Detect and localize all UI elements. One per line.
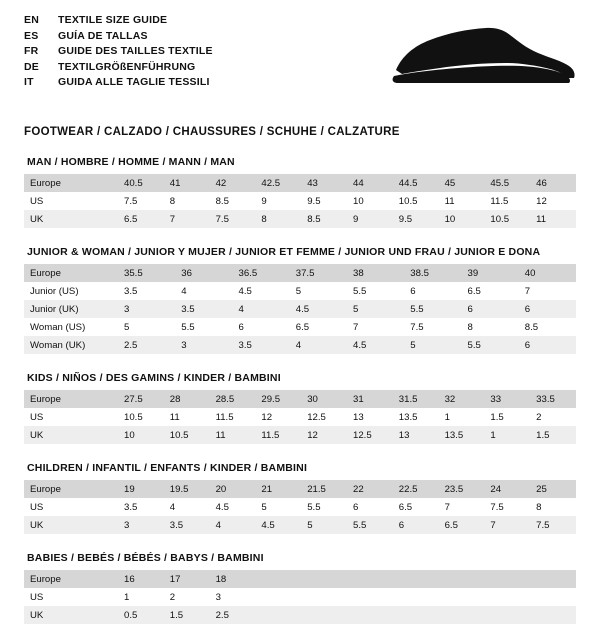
- size-cell: 13: [393, 426, 439, 444]
- row-label: Europe: [24, 174, 118, 192]
- header: [0, 0, 600, 110]
- size-cell: 7: [164, 210, 210, 228]
- dress-shoe-icon: [388, 22, 578, 94]
- language-title: TEXTILE SIZE GUIDE: [58, 14, 168, 26]
- row-label: UK: [24, 426, 118, 444]
- size-cell: 10: [439, 210, 485, 228]
- size-cell: 5.5: [307, 501, 321, 513]
- size-cell: 31: [347, 390, 393, 408]
- table-row: [24, 336, 576, 354]
- row-label: Europe: [24, 390, 118, 408]
- size-cell: 41: [164, 174, 210, 192]
- size-cell: 5: [295, 285, 302, 297]
- spacer-cell: [439, 570, 485, 588]
- language-row: [24, 61, 213, 77]
- language-title: GUIDA ALLE TAGLIE TESSILI: [58, 76, 210, 88]
- size-cell: 4.5: [347, 336, 404, 354]
- language-row: [24, 76, 213, 92]
- size-cell: 5.5: [353, 285, 367, 297]
- language-code: ES: [24, 29, 39, 42]
- table-row: [24, 408, 576, 426]
- size-table-kids: [24, 390, 576, 444]
- size-cell: 3.5: [124, 285, 138, 297]
- size-cell: 16: [118, 570, 164, 588]
- size-cell: 44: [347, 174, 393, 192]
- size-cell: 8: [169, 195, 176, 207]
- size-cell: 10.5: [398, 195, 418, 207]
- spacer-cell: [255, 588, 301, 606]
- row-label: US: [30, 411, 44, 423]
- size-cell: 9.5: [307, 195, 321, 207]
- section-kids: [0, 372, 600, 444]
- row-label: US: [30, 195, 44, 207]
- size-cell: 40: [519, 264, 576, 282]
- spacer-cell: [439, 606, 485, 624]
- size-cell: 11: [169, 411, 180, 423]
- size-cell: 25: [530, 480, 576, 498]
- size-table-junior-woman: [24, 264, 576, 354]
- row-label: Woman (UK): [24, 336, 118, 354]
- spacer-cell: [484, 588, 530, 606]
- size-cell: 3: [118, 300, 175, 318]
- size-table-body: [24, 570, 576, 624]
- spacer-cell: [530, 606, 576, 624]
- table-row: [24, 606, 576, 624]
- size-cell: 7.5: [530, 516, 576, 534]
- size-cell: 39: [462, 264, 519, 282]
- size-cell: 7.5: [210, 210, 256, 228]
- size-cell: 1: [124, 591, 130, 603]
- size-cell: 3: [175, 336, 232, 354]
- size-cell: 10.5: [484, 210, 530, 228]
- size-cell: 4: [210, 516, 256, 534]
- size-cell: 1.5: [490, 411, 504, 423]
- size-cell: 2.5: [210, 606, 256, 624]
- row-label: Europe: [24, 264, 118, 282]
- language-title: GUIDE DES TAILLES TEXTILE: [58, 45, 213, 57]
- row-label: Woman (US): [30, 321, 86, 333]
- spacer-cell: [530, 588, 576, 606]
- size-cell: 11: [444, 195, 455, 207]
- size-cell: 28: [164, 390, 210, 408]
- size-cell: 30: [301, 390, 347, 408]
- spacer-cell: [255, 606, 301, 624]
- spacer-cell: [484, 570, 530, 588]
- size-cell: 7: [444, 501, 450, 513]
- size-cell: 2: [169, 591, 176, 603]
- row-label: Junior (UK): [24, 300, 118, 318]
- size-cell: 42: [210, 174, 256, 192]
- row-label: UK: [24, 210, 118, 228]
- size-cell: 10: [118, 426, 164, 444]
- size-cell: 10: [352, 195, 364, 207]
- size-table-body: [24, 480, 576, 534]
- language-title-list: [24, 14, 213, 92]
- spacer-cell: [393, 606, 439, 624]
- size-cell: 42.5: [255, 174, 301, 192]
- size-cell: 6: [393, 516, 439, 534]
- size-cell: 4: [290, 336, 347, 354]
- spacer-cell: [347, 588, 393, 606]
- size-cell: 11.5: [255, 426, 301, 444]
- size-cell: 6: [519, 336, 576, 354]
- size-cell: 9: [261, 195, 267, 207]
- size-table-body: [24, 264, 576, 354]
- size-cell: 5: [261, 501, 267, 513]
- size-cell: 22.5: [393, 480, 439, 498]
- size-cell: 8: [467, 321, 473, 333]
- size-cell: 6.5: [295, 321, 310, 333]
- spacer-cell: [439, 588, 485, 606]
- size-table-children: [24, 480, 576, 534]
- section-babies: [0, 552, 600, 624]
- section-title-children: CHILDREN / INFANTIL / ENFANTS / KINDER / BAMBINI: [27, 462, 308, 474]
- size-cell: 7: [484, 516, 530, 534]
- row-label: Junior (US): [30, 285, 79, 297]
- size-cell: 33: [484, 390, 530, 408]
- language-code: EN: [24, 14, 39, 26]
- size-cell: 6: [519, 300, 576, 318]
- size-cell: 1: [444, 411, 450, 423]
- size-cell: 11: [210, 426, 256, 444]
- size-table-babies: [24, 570, 576, 624]
- table-row: [24, 390, 576, 408]
- size-cell: 4.5: [215, 501, 229, 513]
- size-cell: 7: [524, 285, 531, 297]
- category-title: FOOTWEAR / CALZADO / CHAUSSURES / SCHUHE / CALZATURE: [24, 126, 400, 138]
- size-cell: 5.5: [404, 300, 461, 318]
- size-cell: 8: [255, 210, 301, 228]
- size-cell: 4.5: [290, 300, 347, 318]
- size-cell: 17: [164, 570, 210, 588]
- size-cell: 5.5: [462, 336, 519, 354]
- size-cell: 2: [536, 411, 542, 423]
- size-cell: 23.5: [439, 480, 485, 498]
- table-row: [24, 210, 576, 228]
- size-cell: 24: [484, 480, 530, 498]
- language-title: GUÍA DE TALLAS: [58, 29, 148, 42]
- size-cell: 46: [530, 174, 576, 192]
- table-row: [24, 318, 576, 336]
- size-cell: 6: [238, 321, 244, 333]
- size-cell: 13: [352, 411, 364, 423]
- size-cell: 3.5: [124, 501, 138, 513]
- size-cell: 6: [410, 285, 416, 297]
- language-code: FR: [24, 45, 39, 57]
- size-cell: 45: [439, 174, 485, 192]
- spacer-cell: [301, 588, 347, 606]
- table-row: [24, 480, 576, 498]
- size-cell: 10.5: [124, 411, 143, 423]
- row-label: US: [30, 501, 44, 513]
- section-title-man: MAN / HOMBRE / HOMME / MANN / MAN: [27, 156, 235, 168]
- size-cell: 32: [439, 390, 485, 408]
- section-title-junior-woman: JUNIOR & WOMAN / JUNIOR Y MUJER / JUNIOR ET FEMME / JUNIOR UND FRAU / JUNIOR E DONA: [27, 246, 541, 258]
- spacer-cell: [255, 570, 301, 588]
- table-row: [24, 282, 576, 300]
- size-cell: 4: [233, 300, 290, 318]
- section-children: [0, 462, 600, 534]
- size-cell: 9.5: [393, 210, 439, 228]
- size-cell: 29.5: [255, 390, 301, 408]
- row-label: Europe: [24, 570, 118, 588]
- size-table-body: [24, 174, 576, 228]
- size-cell: 8.5: [524, 321, 539, 333]
- spacer-cell: [301, 606, 347, 624]
- size-cell: 12.5: [347, 426, 393, 444]
- size-cell: 2.5: [118, 336, 175, 354]
- size-cell: 8.5: [215, 195, 229, 207]
- size-cell: 1.5: [530, 426, 576, 444]
- size-cell: 5: [301, 516, 347, 534]
- language-code: IT: [24, 76, 34, 88]
- size-cell: 5: [347, 300, 404, 318]
- size-cell: 35.5: [118, 264, 175, 282]
- size-cell: 3: [118, 516, 164, 534]
- size-cell: 11.5: [490, 195, 509, 207]
- size-cell: 37.5: [290, 264, 347, 282]
- size-cell: 4.5: [238, 285, 252, 297]
- language-row: [24, 30, 213, 46]
- size-cell: 20: [210, 480, 256, 498]
- size-cell: 3.5: [164, 516, 210, 534]
- size-cell: 12: [301, 426, 347, 444]
- spacer-cell: [393, 570, 439, 588]
- size-cell: 9: [347, 210, 393, 228]
- size-cell: 36: [175, 264, 232, 282]
- size-cell: 19.5: [164, 480, 210, 498]
- language-title: TEXTILGRÖßENFÜHRUNG: [58, 60, 196, 73]
- table-row: [24, 174, 576, 192]
- size-cell: 12: [536, 195, 547, 207]
- language-row: [24, 45, 213, 61]
- size-cell: 31.5: [393, 390, 439, 408]
- size-cell: 8: [536, 501, 542, 513]
- spacer-cell: [347, 606, 393, 624]
- spacer-cell: [347, 570, 393, 588]
- spacer-cell: [484, 606, 530, 624]
- size-cell: 7.5: [124, 195, 138, 207]
- size-cell: 38: [347, 264, 404, 282]
- size-cell: 6: [462, 300, 519, 318]
- size-cell: 21.5: [301, 480, 347, 498]
- section-man: [0, 156, 600, 228]
- size-cell: 1.5: [164, 606, 210, 624]
- size-cell: 18: [210, 570, 256, 588]
- table-row: [24, 498, 576, 516]
- size-cell: 3: [215, 591, 221, 603]
- size-cell: 5: [124, 321, 130, 333]
- size-cell: 12.5: [307, 411, 326, 423]
- size-cell: 22: [347, 480, 393, 498]
- size-cell: 8.5: [301, 210, 347, 228]
- row-label: US: [30, 591, 44, 603]
- size-cell: 19: [118, 480, 164, 498]
- size-cell: 36.5: [233, 264, 290, 282]
- size-cell: 7.5: [410, 321, 424, 333]
- size-cell: 5: [404, 336, 461, 354]
- table-row: [24, 426, 576, 444]
- size-cell: 21: [255, 480, 301, 498]
- size-cell: 38.5: [404, 264, 461, 282]
- size-cell: 6.5: [439, 516, 485, 534]
- section-title-babies: BABIES / BEBÉS / BÉBÉS / BABYS / BAMBINI: [27, 552, 264, 564]
- language-code: DE: [24, 60, 39, 73]
- row-label: Europe: [24, 480, 118, 498]
- size-cell: 5.5: [347, 516, 393, 534]
- table-row: [24, 300, 576, 318]
- size-cell: 11.5: [215, 411, 234, 423]
- size-cell: 0.5: [118, 606, 164, 624]
- size-cell: 33.5: [530, 390, 576, 408]
- size-cell: 12: [261, 411, 273, 423]
- size-table-man: [24, 174, 576, 228]
- table-row: [24, 570, 576, 588]
- section-junior-woman: [0, 246, 600, 354]
- size-cell: 6.5: [118, 210, 164, 228]
- size-cell: 45.5: [484, 174, 530, 192]
- size-cell: 3.5: [175, 300, 232, 318]
- size-cell: 28.5: [210, 390, 256, 408]
- size-cell: 3.5: [233, 336, 290, 354]
- spacer-cell: [530, 570, 576, 588]
- language-row: [24, 14, 213, 30]
- section-title-kids: KIDS / NIÑOS / DES GAMINS / KINDER / BAMBINI: [27, 372, 281, 384]
- size-cell: 43: [301, 174, 347, 192]
- size-cell: 7: [353, 321, 359, 333]
- size-cell: 4: [169, 501, 176, 513]
- size-cell: 6: [352, 501, 359, 513]
- language-title-list-body: [24, 14, 213, 92]
- row-label: UK: [24, 516, 118, 534]
- size-cell: 7.5: [490, 501, 504, 513]
- size-cell: 4.5: [255, 516, 301, 534]
- size-cell: 4: [181, 285, 187, 297]
- size-cell: 6.5: [398, 501, 413, 513]
- table-row: [24, 516, 576, 534]
- table-row: [24, 264, 576, 282]
- table-row: [24, 588, 576, 606]
- size-cell: 5.5: [181, 321, 195, 333]
- spacer-cell: [301, 570, 347, 588]
- row-label: UK: [24, 606, 118, 624]
- spacer-cell: [393, 588, 439, 606]
- size-cell: 13.5: [439, 426, 485, 444]
- size-cell: 6.5: [467, 285, 481, 297]
- size-cell: 44.5: [393, 174, 439, 192]
- size-table-body: [24, 390, 576, 444]
- size-cell: 10.5: [164, 426, 210, 444]
- size-cell: 1: [484, 426, 530, 444]
- size-cell: 13.5: [398, 411, 418, 423]
- size-cell: 11: [530, 210, 576, 228]
- table-row: [24, 192, 576, 210]
- size-cell: 27.5: [118, 390, 164, 408]
- size-cell: 40.5: [118, 174, 164, 192]
